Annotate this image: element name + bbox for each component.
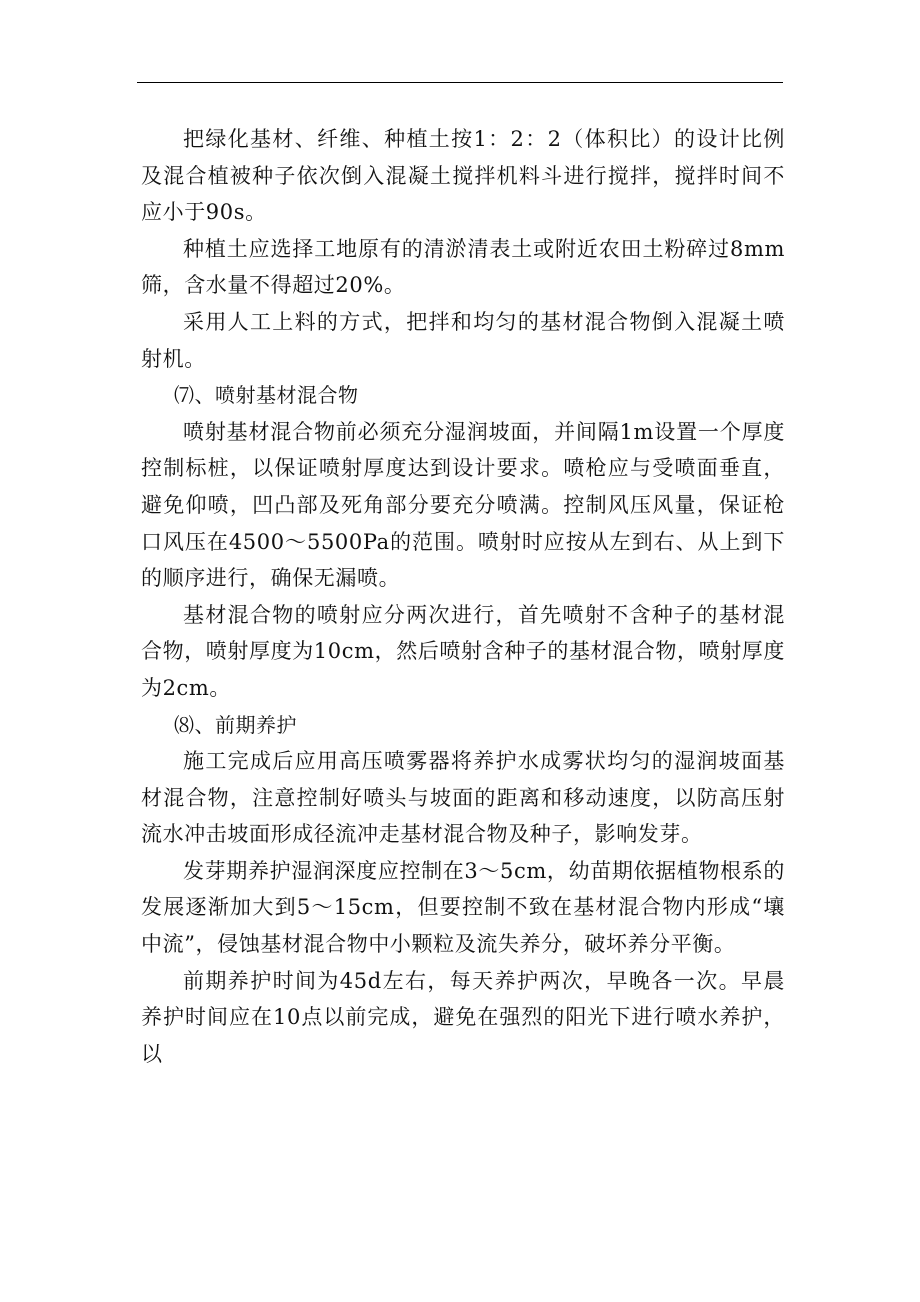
paragraph-curing-spray: 施工完成后应用高压喷雾器将养护水成雾状均匀的湿润坡面基材混合物，注意控制好喷头与坡面的距离和移动速度，以防高压射流水冲击坡面形成径流冲走基材混合物及种子，影响发芽。 <box>141 749 785 847</box>
paragraph-curing-schedule: 前期养护时间为45d左右，每天养护两次，早晚各一次。早晨养护时间应在10点以前完成，避免在强烈的阳光下进行喷水养护，以 <box>141 968 785 1066</box>
paragraph-manual-loading: 采用人工上料的方式，把拌和均匀的基材混合物倒入混凝土喷射机。 <box>141 309 785 371</box>
paragraph-planting-soil: 种植土应选择工地原有的清淤清表土或附近农田土粉碎过8mm筛，含水量不得超过20%。 <box>141 236 785 298</box>
paragraph-germination-depth: 发芽期养护湿润深度应控制在3～5cm，幼苗期依据植物根系的发展逐渐加大到5～15cm，但要控制不致在基材混合物内形成“壤中流”，侵蚀基材混合物中小颗粒及流失养分，破坏养分平衡。 <box>141 858 785 957</box>
header-rule <box>137 82 783 83</box>
section-heading-8: ⑻、前期养护 <box>174 712 297 737</box>
paragraph-spray-layers: 基材混合物的喷射应分两次进行，首先喷射不含种子的基材混合物，喷射厚度为10cm，然后喷射含种子的基材混合物，喷射厚度为2cm。 <box>141 602 785 700</box>
section-heading-7: ⑺、喷射基材混合物 <box>174 383 359 408</box>
document-body <box>141 121 785 1072</box>
paragraph-spray-prep: 喷射基材混合物前必须充分湿润坡面，并间隔1m设置一个厚度控制标桩，以保证喷射厚度达到设计要求。喷枪应与受喷面垂直，避免仰喷，凹凸部及死角部分要充分喷满。控制风压风量，保证枪口风压在4500～5500Pa的范围。喷射时应按从左到右、从上到下的顺序进行，确保无漏喷。 <box>141 419 785 591</box>
paragraph-mix-ratio: 把绿化基材、纤维、种植土按1：2：2（体积比）的设计比例及混合植被种子依次倒入混凝土搅拌机料斗进行搅拌，搅拌时间不应小于90s。 <box>141 127 785 225</box>
